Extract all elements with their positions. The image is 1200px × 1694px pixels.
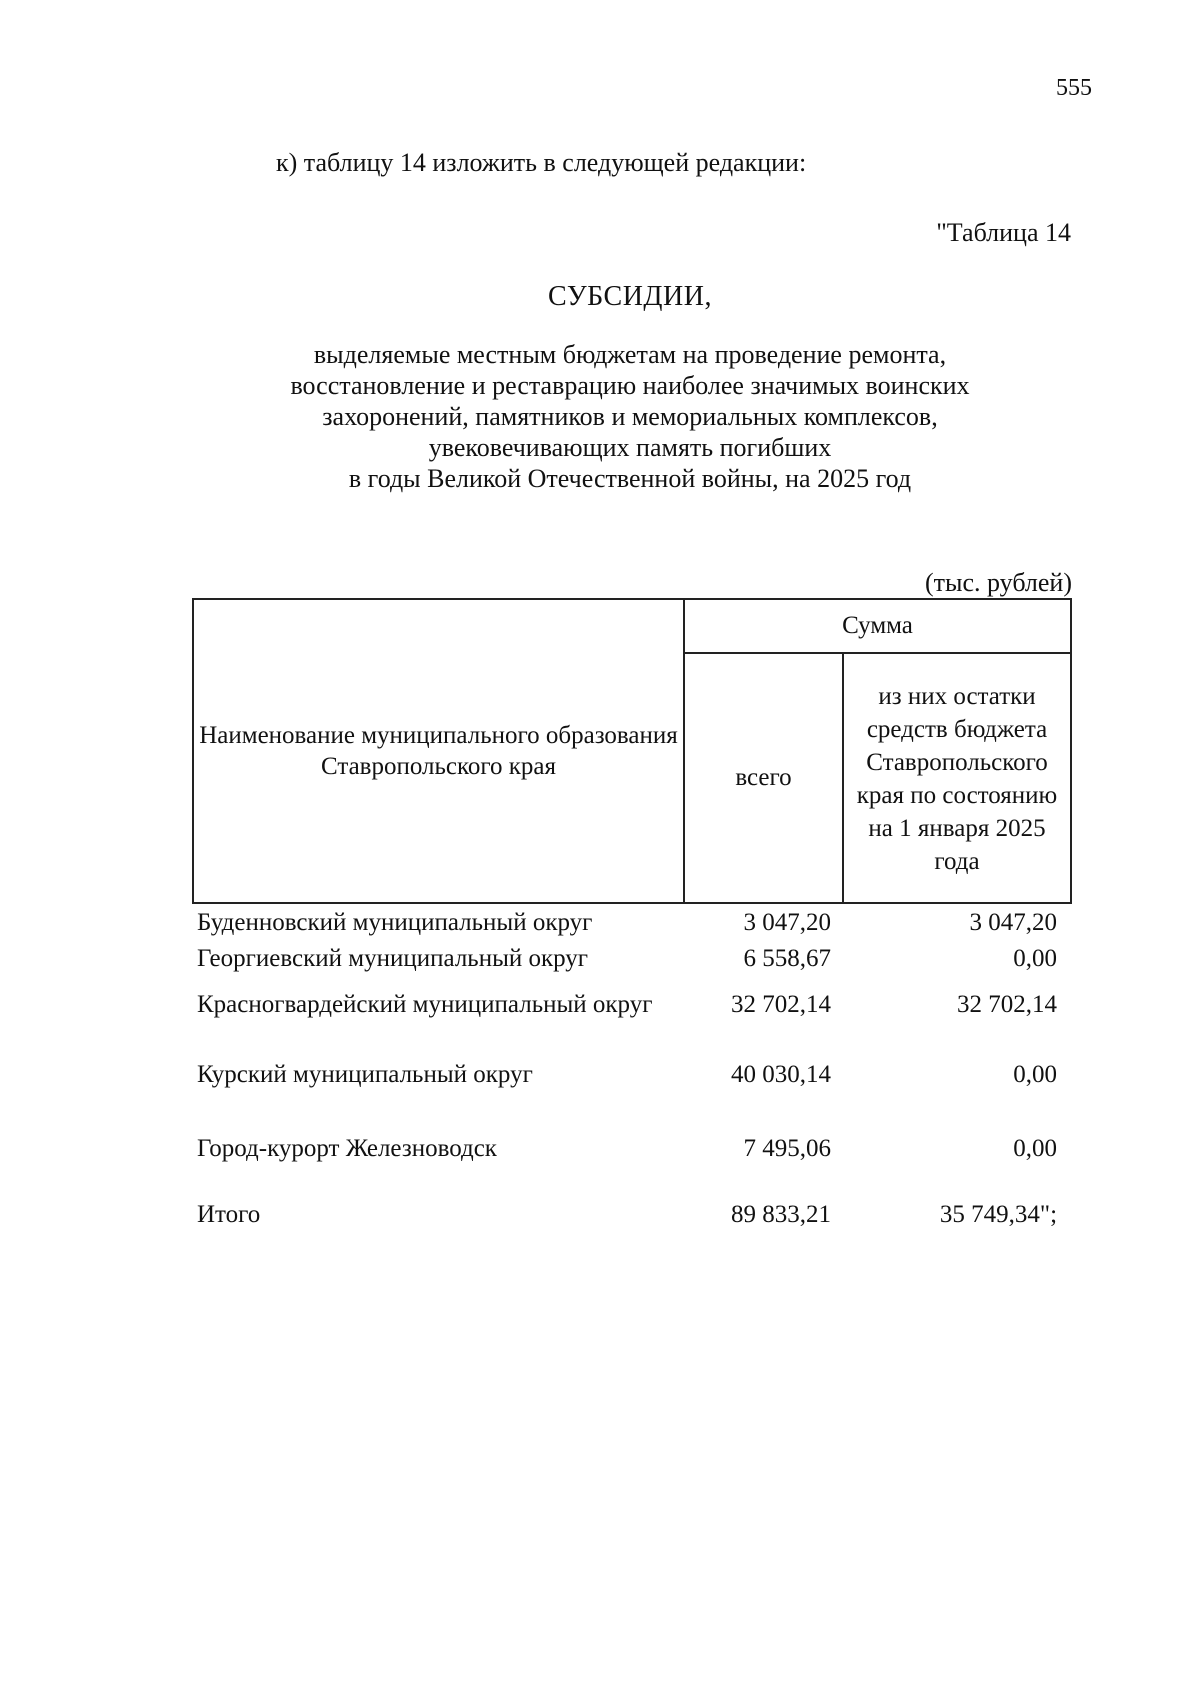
units-label: (тыс. рублей) (924, 568, 1072, 597)
row-name: Красногвардейский муниципальный округ (197, 991, 653, 1018)
header-total: всего (684, 653, 843, 903)
table-row (193, 903, 1071, 942)
row-remainder: 0,00 (1013, 1061, 1058, 1088)
subtitle-line: восстановление и реставрацию наиболее значимых воинских (290, 371, 970, 400)
header-municipality-name: Наименование муниципального образования Ставропольского края (193, 599, 684, 903)
row-total: 89 833,21 (731, 1201, 831, 1228)
header-remainder: из них остатки средств бюджета Ставропольского края по состоянию на 1 января 2025 года (843, 653, 1071, 903)
row-remainder: 0,00 (1013, 1135, 1058, 1162)
row-total: 7 495,06 (743, 1135, 831, 1162)
row-name: Курский муниципальный округ (197, 1061, 533, 1088)
row-total: 3 047,20 (743, 909, 831, 936)
row-remainder: 3 047,20 (969, 909, 1058, 936)
table-row (193, 1058, 1071, 1132)
subtitle-line: увековечивающих память погибших (428, 433, 832, 462)
row-name: Город-курорт Железноводск (197, 1135, 497, 1162)
subtitle-line: в годы Великой Отечественной войны, на 2025 год (348, 464, 912, 493)
page-number: 555 (1056, 75, 1092, 101)
subtitle-line: выделяемые местным бюджетам на проведение ремонта, (313, 340, 947, 369)
row-total: 40 030,14 (731, 1061, 831, 1088)
row-remainder: 0,00 (1013, 945, 1058, 972)
row-remainder: 35 749,34"; (939, 1201, 1058, 1228)
row-name: Буденновский муниципальный округ (197, 909, 593, 936)
row-total: 32 702,14 (731, 991, 831, 1018)
table-row-total (193, 1198, 1071, 1238)
header-sum: Сумма (684, 599, 1071, 653)
row-name: Георгиевский муниципальный округ (197, 945, 589, 972)
row-name: Итого (197, 1201, 261, 1228)
subtitle-line: захоронений, памятников и мемориальных комплексов, (322, 402, 938, 431)
table-row (193, 1132, 1071, 1198)
row-total: 6 558,67 (743, 945, 831, 972)
document-title: СУБСИДИИ, (548, 281, 712, 312)
row-remainder: 32 702,14 (957, 991, 1058, 1018)
table-row (193, 942, 1071, 982)
table-row (193, 982, 1071, 1058)
subsidy-table-wrapper (192, 598, 1070, 1238)
table-label: "Таблица 14 (936, 218, 1071, 247)
subsidy-table (192, 598, 1072, 1238)
amendment-intro: к) таблицу 14 изложить в следующей редакции: (276, 148, 807, 177)
document-subtitle (0, 339, 1200, 494)
